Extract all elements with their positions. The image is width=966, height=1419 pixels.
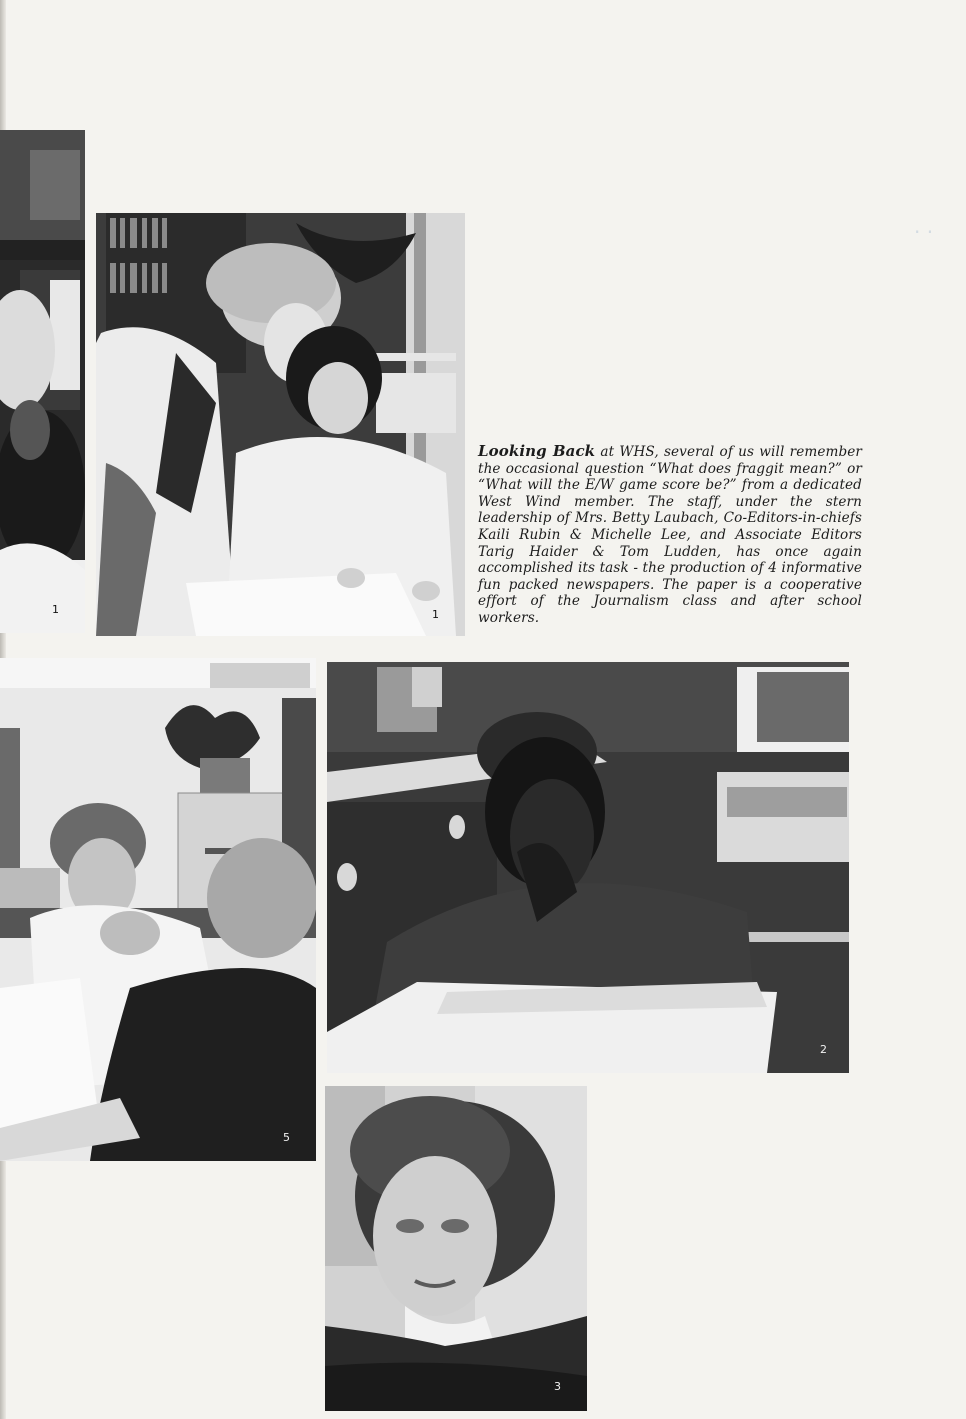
photo-number: 2 xyxy=(820,1043,827,1056)
ink-smudge: · · xyxy=(914,220,934,244)
photo-number: 1 xyxy=(432,608,439,621)
photo-students-writing xyxy=(0,658,316,1161)
caption-lead: Looking Back xyxy=(478,442,596,460)
photo-advisor-portrait xyxy=(325,1086,587,1411)
caption-text xyxy=(478,443,862,627)
photo-editors-library xyxy=(96,213,465,636)
photo-number: 1 xyxy=(52,603,59,616)
photo-left-strip xyxy=(0,130,85,633)
photo-number: 3 xyxy=(554,1380,561,1393)
photo-student-thinking xyxy=(327,662,849,1073)
caption-body: at WHS, several of us will remember the occasional question “What does fraggit mean?” or “What will the E/W game score be?” from a dedicated West Wind member. The staff, under the stern leadership of Mrs. Betty Laubach, Co-Editors-in-chiefs Kaili Rubin & Michelle Lee, and Associate Editors Tarig Haider & Tom Ludden, has once again accomplished its task - the production of 4 informative fun packed newspapers. The paper is a cooperative effort of the Journalism class and after school workers. xyxy=(478,444,863,626)
photo-number: 5 xyxy=(283,1131,290,1144)
